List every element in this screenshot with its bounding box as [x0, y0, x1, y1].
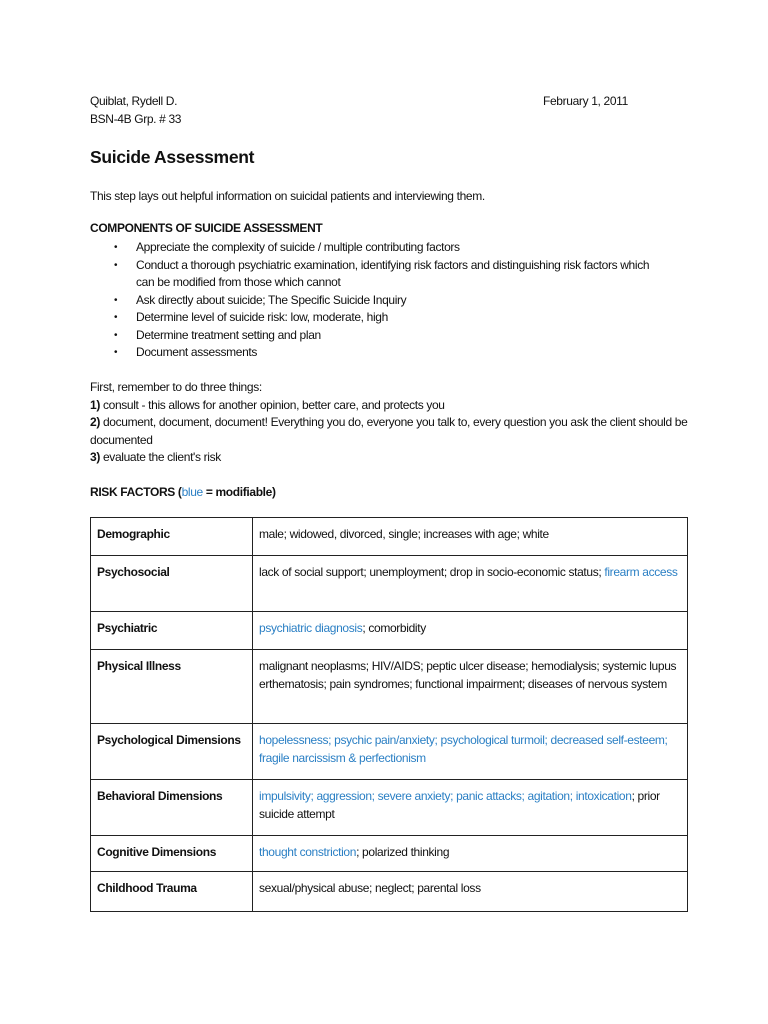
risk-factors-cell	[253, 556, 688, 612]
author-name: Quiblat, Rydell D.	[90, 94, 178, 108]
table-row	[91, 518, 688, 556]
table-row	[91, 612, 688, 650]
step-item	[90, 414, 690, 449]
table-row	[91, 724, 688, 780]
risk-factors-cell	[253, 650, 688, 724]
step-text: consult - this allows for another opinion, better care, and protects you	[99, 397, 445, 412]
risk-category: Psychiatric	[91, 612, 253, 650]
risk-factors-heading	[90, 485, 276, 499]
factor-text: ; polarized thinking	[356, 845, 450, 859]
risk-factors-cell	[253, 872, 688, 912]
risk-factors-cell	[253, 724, 688, 780]
factor-text: sexual/physical abuse; neglect; parental loss	[259, 881, 481, 895]
component-item: • Determine treatment setting and plan	[90, 327, 656, 345]
risk-factors-table	[90, 517, 688, 912]
factor-text: lack of social support; unemployment; drop in socio-economic status;	[259, 565, 605, 579]
factor-text: malignant neoplasms; HIV/AIDS; peptic ulcer disease; hemodialysis; systemic lupus erthematosis; pain syndromes; functional impairment; diseases of nervous system	[259, 659, 677, 691]
risk-category: Physical Illness	[91, 650, 253, 724]
heading-text: = modifiable)	[202, 485, 276, 499]
step-number: 1)	[90, 397, 100, 412]
risk-category: Psychosocial	[91, 556, 253, 612]
risk-category: Behavioral Dimensions	[91, 780, 253, 836]
risk-category: Psychological Dimensions	[91, 724, 253, 780]
components-list	[90, 239, 656, 362]
component-item: • Appreciate the complexity of suicide / multiple contributing factors	[90, 239, 656, 257]
modifiable-factor: impulsivity; aggression; severe anxiety; panic attacks; agitation; intoxication	[259, 789, 632, 803]
table-row	[91, 780, 688, 836]
factor-text: male; widowed, divorced, single; increases with age; white	[259, 527, 549, 541]
step-text: evaluate the client's risk	[99, 450, 221, 464]
factor-text: ; prior suicide attempt	[259, 789, 660, 821]
intro-text: This step lays out helpful information on suicidal patients and interviewing them.	[90, 189, 485, 203]
steps-intro: First, remember to do three things:	[90, 380, 262, 394]
risk-factors-cell	[253, 836, 688, 872]
components-heading: COMPONENTS OF SUICIDE ASSESSMENT	[90, 221, 323, 235]
risk-factors-cell	[253, 612, 688, 650]
legend-blue-word: blue	[181, 485, 203, 499]
risk-category: Cognitive Dimensions	[91, 836, 253, 872]
modifiable-factor: firearm access	[604, 565, 678, 579]
component-item: • Ask directly about suicide; The Specific Suicide Inquiry	[90, 292, 656, 310]
modifiable-factor: psychiatric diagnosis	[259, 621, 363, 635]
table-row	[91, 650, 688, 724]
steps-section	[90, 379, 690, 467]
table-row	[91, 556, 688, 612]
factor-text: ; comorbidity	[362, 621, 426, 635]
modifiable-factor: hopelessness; psychic pain/anxiety; psychological turmoil; decreased self-esteem; fragile narcissism & perfectionism	[259, 733, 668, 765]
heading-text: RISK FACTORS (	[90, 485, 182, 499]
document-date: February 1, 2011	[543, 94, 628, 108]
step-item	[90, 449, 690, 467]
risk-category: Childhood Trauma	[91, 872, 253, 912]
table-row	[91, 872, 688, 912]
step-text: document, document, document! Everything you do, everyone you talk to, every question you ask the client should be documented	[90, 415, 688, 447]
step-number: 2)	[90, 415, 100, 429]
risk-factors-cell	[253, 518, 688, 556]
risk-category: Demographic	[91, 518, 253, 556]
component-item: • Document assessments	[90, 344, 656, 362]
component-item: • Determine level of suicide risk: low, moderate, high	[90, 309, 656, 327]
step-number: 3)	[90, 450, 100, 464]
author-group: BSN-4B Grp. # 33	[90, 112, 182, 126]
modifiable-factor: thought constriction	[259, 845, 357, 859]
table-row	[91, 836, 688, 872]
risk-factors-cell	[253, 780, 688, 836]
page-title: Suicide Assessment	[90, 147, 255, 167]
component-item: • Conduct a thorough psychiatric examination, identifying risk factors and distinguishing risk factors which can be modified from those which cannot	[90, 257, 656, 292]
step-item	[90, 397, 690, 415]
